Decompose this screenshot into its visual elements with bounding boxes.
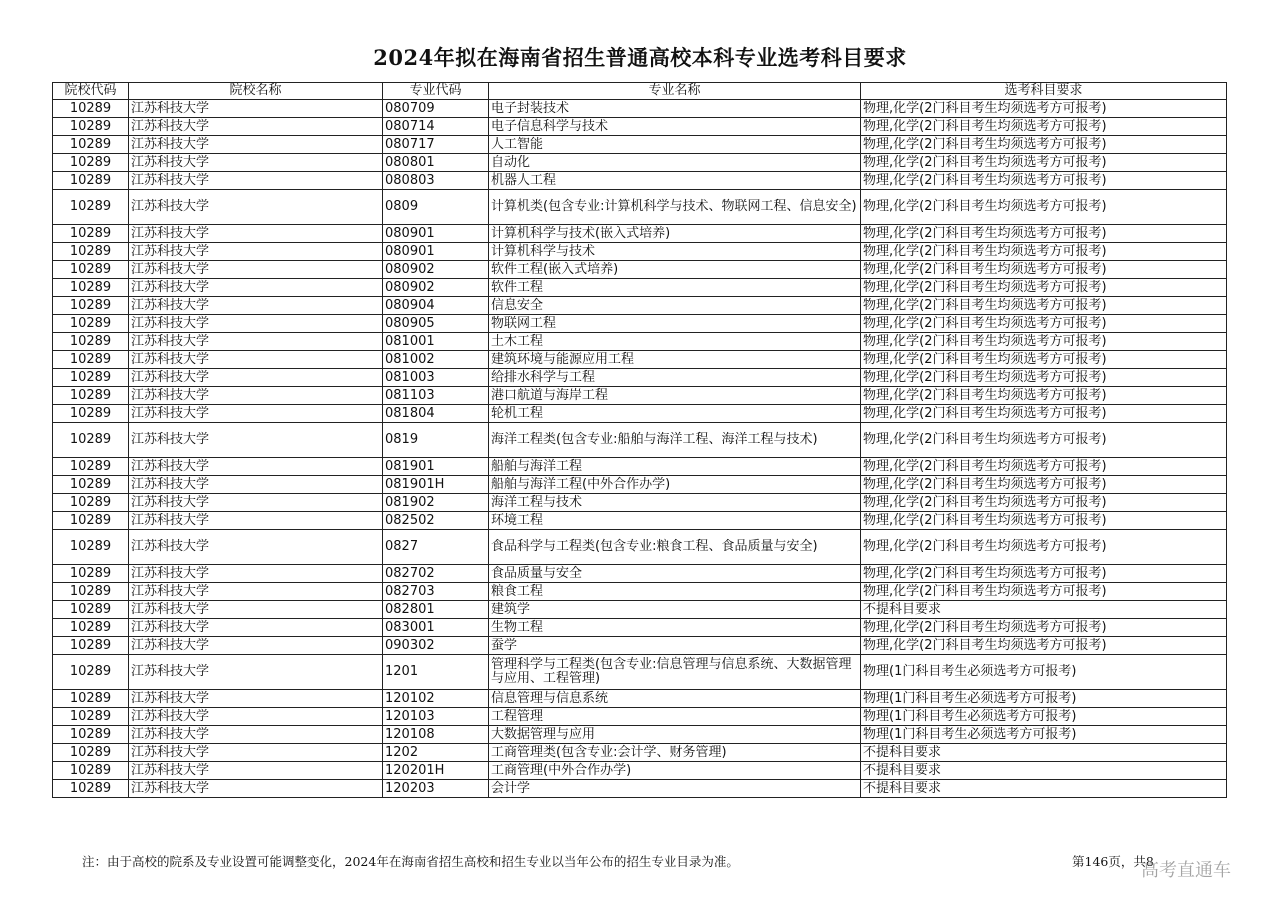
- table-row: [53, 136, 1227, 154]
- cell-school-code: 10289: [53, 243, 129, 261]
- cell-school-name: 江苏科技大学: [129, 100, 383, 118]
- cell-major-name: 物联网工程: [489, 315, 861, 333]
- cell-major-code: 080902: [383, 261, 489, 279]
- cell-major-code: 080904: [383, 297, 489, 315]
- cell-school-name: 江苏科技大学: [129, 530, 383, 565]
- cell-school-code: 10289: [53, 744, 129, 762]
- cell-major-code: 080901: [383, 243, 489, 261]
- cell-major-name: 建筑环境与能源应用工程: [489, 351, 861, 369]
- cell-school-name: 江苏科技大学: [129, 405, 383, 423]
- cell-major-code: 080709: [383, 100, 489, 118]
- cell-subject-requirement: 不提科目要求: [861, 780, 1227, 798]
- cell-school-name: 江苏科技大学: [129, 315, 383, 333]
- cell-subject-requirement: 物理,化学(2门科目考生均须选考方可报考): [861, 494, 1227, 512]
- cell-major-name: 给排水科学与工程: [489, 369, 861, 387]
- cell-school-name: 江苏科技大学: [129, 655, 383, 690]
- cell-major-name: 船舶与海洋工程(中外合作办学): [489, 476, 861, 494]
- cell-school-name: 江苏科技大学: [129, 762, 383, 780]
- cell-school-code: 10289: [53, 154, 129, 172]
- cell-school-code: 10289: [53, 100, 129, 118]
- cell-school-name: 江苏科技大学: [129, 637, 383, 655]
- table-row: [53, 351, 1227, 369]
- cell-school-code: 10289: [53, 279, 129, 297]
- cell-major-name: 工商管理(中外合作办学): [489, 762, 861, 780]
- table-row: [53, 100, 1227, 118]
- cell-major-code: 1202: [383, 744, 489, 762]
- cell-school-code: 10289: [53, 172, 129, 190]
- cell-school-name: 江苏科技大学: [129, 261, 383, 279]
- table-row: [53, 225, 1227, 243]
- cell-major-code: 081901: [383, 458, 489, 476]
- table-row: [53, 172, 1227, 190]
- cell-school-name: 江苏科技大学: [129, 190, 383, 225]
- header-school-code: 院校代码: [53, 83, 129, 100]
- table-row: [53, 726, 1227, 744]
- cell-major-code: 081001: [383, 333, 489, 351]
- cell-major-name: 食品质量与安全: [489, 565, 861, 583]
- cell-subject-requirement: 物理,化学(2门科目考生均须选考方可报考): [861, 637, 1227, 655]
- cell-subject-requirement: 物理,化学(2门科目考生均须选考方可报考): [861, 619, 1227, 637]
- cell-subject-requirement: 物理,化学(2门科目考生均须选考方可报考): [861, 476, 1227, 494]
- cell-subject-requirement: 物理,化学(2门科目考生均须选考方可报考): [861, 279, 1227, 297]
- cell-subject-requirement: 物理,化学(2门科目考生均须选考方可报考): [861, 583, 1227, 601]
- table-row: [53, 458, 1227, 476]
- cell-major-name: 人工智能: [489, 136, 861, 154]
- cell-major-name: 机器人工程: [489, 172, 861, 190]
- cell-major-code: 080801: [383, 154, 489, 172]
- cell-major-name: 海洋工程与技术: [489, 494, 861, 512]
- cell-school-code: 10289: [53, 637, 129, 655]
- cell-school-code: 10289: [53, 619, 129, 637]
- cell-subject-requirement: 不提科目要求: [861, 762, 1227, 780]
- cell-major-code: 080902: [383, 279, 489, 297]
- cell-subject-requirement: 物理,化学(2门科目考生均须选考方可报考): [861, 243, 1227, 261]
- cell-major-name: 会计学: [489, 780, 861, 798]
- cell-major-name: 自动化: [489, 154, 861, 172]
- cell-subject-requirement: 不提科目要求: [861, 601, 1227, 619]
- cell-major-code: 082703: [383, 583, 489, 601]
- cell-school-code: 10289: [53, 333, 129, 351]
- cell-subject-requirement: 物理(1门科目考生必须选考方可报考): [861, 690, 1227, 708]
- header-subject-requirement: 选考科目要求: [861, 83, 1227, 100]
- cell-major-code: 081902: [383, 494, 489, 512]
- cell-school-code: 10289: [53, 351, 129, 369]
- cell-major-code: 120108: [383, 726, 489, 744]
- cell-school-code: 10289: [53, 583, 129, 601]
- cell-major-name: 船舶与海洋工程: [489, 458, 861, 476]
- table-row: [53, 297, 1227, 315]
- cell-subject-requirement: 物理,化学(2门科目考生均须选考方可报考): [861, 333, 1227, 351]
- cell-school-code: 10289: [53, 780, 129, 798]
- cell-school-name: 江苏科技大学: [129, 512, 383, 530]
- cell-major-name: 信息安全: [489, 297, 861, 315]
- cell-school-name: 江苏科技大学: [129, 744, 383, 762]
- table-row: [53, 583, 1227, 601]
- cell-school-name: 江苏科技大学: [129, 333, 383, 351]
- cell-subject-requirement: 物理,化学(2门科目考生均须选考方可报考): [861, 118, 1227, 136]
- cell-major-name: 电子封装技术: [489, 100, 861, 118]
- table-row: [53, 494, 1227, 512]
- cell-school-name: 江苏科技大学: [129, 172, 383, 190]
- cell-school-name: 江苏科技大学: [129, 225, 383, 243]
- table-row: [53, 601, 1227, 619]
- page-number: 第146页，共8: [1072, 854, 1154, 869]
- cell-subject-requirement: 物理,化学(2门科目考生均须选考方可报考): [861, 100, 1227, 118]
- header-major-name: 专业名称: [489, 83, 861, 100]
- table-header-row: [53, 83, 1227, 100]
- cell-school-code: 10289: [53, 261, 129, 279]
- cell-major-name: 管理科学与工程类(包含专业:信息管理与信息系统、大数据管理与应用、工程管理): [489, 655, 861, 690]
- cell-school-code: 10289: [53, 190, 129, 225]
- cell-school-code: 10289: [53, 601, 129, 619]
- table-row: [53, 118, 1227, 136]
- cell-school-code: 10289: [53, 512, 129, 530]
- table-row: [53, 690, 1227, 708]
- cell-major-name: 蚕学: [489, 637, 861, 655]
- table-row: [53, 512, 1227, 530]
- cell-major-name: 环境工程: [489, 512, 861, 530]
- cell-major-name: 海洋工程类(包含专业:船舶与海洋工程、海洋工程与技术): [489, 423, 861, 458]
- cell-major-code: 120103: [383, 708, 489, 726]
- cell-school-code: 10289: [53, 494, 129, 512]
- cell-major-name: 计算机科学与技术(嵌入式培养): [489, 225, 861, 243]
- table-row: [53, 637, 1227, 655]
- cell-subject-requirement: 物理,化学(2门科目考生均须选考方可报考): [861, 172, 1227, 190]
- cell-school-code: 10289: [53, 423, 129, 458]
- cell-school-code: 10289: [53, 315, 129, 333]
- cell-subject-requirement: 物理,化学(2门科目考生均须选考方可报考): [861, 261, 1227, 279]
- footnote: 注：由于高校的院系及专业设置可能调整变化，2024年在海南省招生高校和招生专业以当年公布的招生专业目录为准。: [82, 854, 739, 869]
- cell-school-name: 江苏科技大学: [129, 351, 383, 369]
- cell-major-code: 0819: [383, 423, 489, 458]
- cell-major-code: 081003: [383, 369, 489, 387]
- cell-school-name: 江苏科技大学: [129, 601, 383, 619]
- cell-school-name: 江苏科技大学: [129, 369, 383, 387]
- cell-subject-requirement: 物理,化学(2门科目考生均须选考方可报考): [861, 225, 1227, 243]
- header-school-name: 院校名称: [129, 83, 383, 100]
- cell-subject-requirement: 物理,化学(2门科目考生均须选考方可报考): [861, 315, 1227, 333]
- cell-subject-requirement: 物理,化学(2门科目考生均须选考方可报考): [861, 369, 1227, 387]
- cell-school-code: 10289: [53, 726, 129, 744]
- table-row: [53, 279, 1227, 297]
- cell-subject-requirement: 物理(1门科目考生必须选考方可报考): [861, 708, 1227, 726]
- cell-school-name: 江苏科技大学: [129, 136, 383, 154]
- cell-major-name: 软件工程(嵌入式培养): [489, 261, 861, 279]
- cell-subject-requirement: 物理,化学(2门科目考生均须选考方可报考): [861, 190, 1227, 225]
- cell-school-name: 江苏科技大学: [129, 423, 383, 458]
- table-row: [53, 405, 1227, 423]
- cell-subject-requirement: 物理,化学(2门科目考生均须选考方可报考): [861, 351, 1227, 369]
- cell-school-name: 江苏科技大学: [129, 565, 383, 583]
- cell-school-code: 10289: [53, 458, 129, 476]
- cell-major-code: 082801: [383, 601, 489, 619]
- cell-subject-requirement: 物理(1门科目考生必须选考方可报考): [861, 726, 1227, 744]
- table-row: [53, 387, 1227, 405]
- cell-subject-requirement: 物理(1门科目考生必须选考方可报考): [861, 655, 1227, 690]
- table-row: [53, 154, 1227, 172]
- cell-major-name: 电子信息科学与技术: [489, 118, 861, 136]
- table-row: [53, 369, 1227, 387]
- cell-school-code: 10289: [53, 387, 129, 405]
- cell-major-code: 081002: [383, 351, 489, 369]
- cell-major-name: 土木工程: [489, 333, 861, 351]
- table-row: [53, 423, 1227, 458]
- cell-major-name: 计算机科学与技术: [489, 243, 861, 261]
- cell-major-name: 建筑学: [489, 601, 861, 619]
- cell-major-name: 港口航道与海岸工程: [489, 387, 861, 405]
- cell-major-name: 大数据管理与应用: [489, 726, 861, 744]
- cell-school-code: 10289: [53, 565, 129, 583]
- cell-school-code: 10289: [53, 369, 129, 387]
- cell-school-name: 江苏科技大学: [129, 154, 383, 172]
- cell-major-code: 0809: [383, 190, 489, 225]
- cell-school-code: 10289: [53, 118, 129, 136]
- table-row: [53, 565, 1227, 583]
- cell-subject-requirement: 物理,化学(2门科目考生均须选考方可报考): [861, 565, 1227, 583]
- cell-major-code: 083001: [383, 619, 489, 637]
- cell-major-code: 120102: [383, 690, 489, 708]
- cell-school-code: 10289: [53, 136, 129, 154]
- cell-school-code: 10289: [53, 762, 129, 780]
- table-row: [53, 655, 1227, 690]
- cell-subject-requirement: 物理,化学(2门科目考生均须选考方可报考): [861, 423, 1227, 458]
- cell-school-code: 10289: [53, 530, 129, 565]
- cell-major-name: 轮机工程: [489, 405, 861, 423]
- cell-subject-requirement: 物理,化学(2门科目考生均须选考方可报考): [861, 458, 1227, 476]
- cell-subject-requirement: 物理,化学(2门科目考生均须选考方可报考): [861, 154, 1227, 172]
- cell-major-name: 粮食工程: [489, 583, 861, 601]
- cell-major-name: 软件工程: [489, 279, 861, 297]
- cell-major-code: 080901: [383, 225, 489, 243]
- cell-school-code: 10289: [53, 476, 129, 494]
- cell-subject-requirement: 不提科目要求: [861, 744, 1227, 762]
- cell-subject-requirement: 物理,化学(2门科目考生均须选考方可报考): [861, 387, 1227, 405]
- cell-school-name: 江苏科技大学: [129, 297, 383, 315]
- cell-school-code: 10289: [53, 655, 129, 690]
- table-body: [53, 100, 1227, 798]
- table-row: [53, 762, 1227, 780]
- cell-school-name: 江苏科技大学: [129, 118, 383, 136]
- cell-subject-requirement: 物理,化学(2门科目考生均须选考方可报考): [861, 512, 1227, 530]
- watermark: 高考直通车: [1141, 860, 1231, 881]
- cell-school-name: 江苏科技大学: [129, 619, 383, 637]
- table-row: [53, 315, 1227, 333]
- cell-school-name: 江苏科技大学: [129, 494, 383, 512]
- table-row: [53, 530, 1227, 565]
- cell-major-code: 080717: [383, 136, 489, 154]
- cell-school-name: 江苏科技大学: [129, 387, 383, 405]
- table-row: [53, 333, 1227, 351]
- cell-major-code: 082502: [383, 512, 489, 530]
- cell-school-name: 江苏科技大学: [129, 458, 383, 476]
- cell-school-code: 10289: [53, 690, 129, 708]
- cell-school-name: 江苏科技大学: [129, 780, 383, 798]
- cell-school-name: 江苏科技大学: [129, 476, 383, 494]
- cell-major-code: 081901H: [383, 476, 489, 494]
- cell-subject-requirement: 物理,化学(2门科目考生均须选考方可报考): [861, 530, 1227, 565]
- cell-major-code: 0827: [383, 530, 489, 565]
- table-row: [53, 190, 1227, 225]
- cell-major-code: 090302: [383, 637, 489, 655]
- cell-school-code: 10289: [53, 225, 129, 243]
- cell-school-name: 江苏科技大学: [129, 690, 383, 708]
- table-row: [53, 619, 1227, 637]
- cell-subject-requirement: 物理,化学(2门科目考生均须选考方可报考): [861, 405, 1227, 423]
- cell-subject-requirement: 物理,化学(2门科目考生均须选考方可报考): [861, 136, 1227, 154]
- cell-major-name: 食品科学与工程类(包含专业:粮食工程、食品质量与安全): [489, 530, 861, 565]
- table-row: [53, 261, 1227, 279]
- cell-major-name: 生物工程: [489, 619, 861, 637]
- cell-school-code: 10289: [53, 297, 129, 315]
- table-row: [53, 780, 1227, 798]
- cell-major-name: 计算机类(包含专业:计算机科学与技术、物联网工程、信息安全): [489, 190, 861, 225]
- cell-school-name: 江苏科技大学: [129, 726, 383, 744]
- cell-major-code: 080803: [383, 172, 489, 190]
- header-major-code: 专业代码: [383, 83, 489, 100]
- cell-school-code: 10289: [53, 708, 129, 726]
- cell-major-code: 120201H: [383, 762, 489, 780]
- cell-major-code: 120203: [383, 780, 489, 798]
- cell-school-name: 江苏科技大学: [129, 708, 383, 726]
- cell-school-name: 江苏科技大学: [129, 243, 383, 261]
- cell-major-code: 080905: [383, 315, 489, 333]
- table-row: [53, 243, 1227, 261]
- cell-school-code: 10289: [53, 405, 129, 423]
- page-title: 2024年拟在海南省招生普通高校本科专业选考科目要求: [373, 45, 907, 70]
- cell-school-name: 江苏科技大学: [129, 583, 383, 601]
- cell-major-code: 081804: [383, 405, 489, 423]
- table-row: [53, 744, 1227, 762]
- cell-major-code: 080714: [383, 118, 489, 136]
- cell-major-name: 信息管理与信息系统: [489, 690, 861, 708]
- cell-major-name: 工商管理类(包含专业:会计学、财务管理): [489, 744, 861, 762]
- cell-school-name: 江苏科技大学: [129, 279, 383, 297]
- table-row: [53, 708, 1227, 726]
- cell-major-code: 081103: [383, 387, 489, 405]
- cell-major-code: 082702: [383, 565, 489, 583]
- cell-major-name: 工程管理: [489, 708, 861, 726]
- table-row: [53, 476, 1227, 494]
- requirements-table: [52, 82, 1227, 798]
- cell-major-code: 1201: [383, 655, 489, 690]
- cell-subject-requirement: 物理,化学(2门科目考生均须选考方可报考): [861, 297, 1227, 315]
